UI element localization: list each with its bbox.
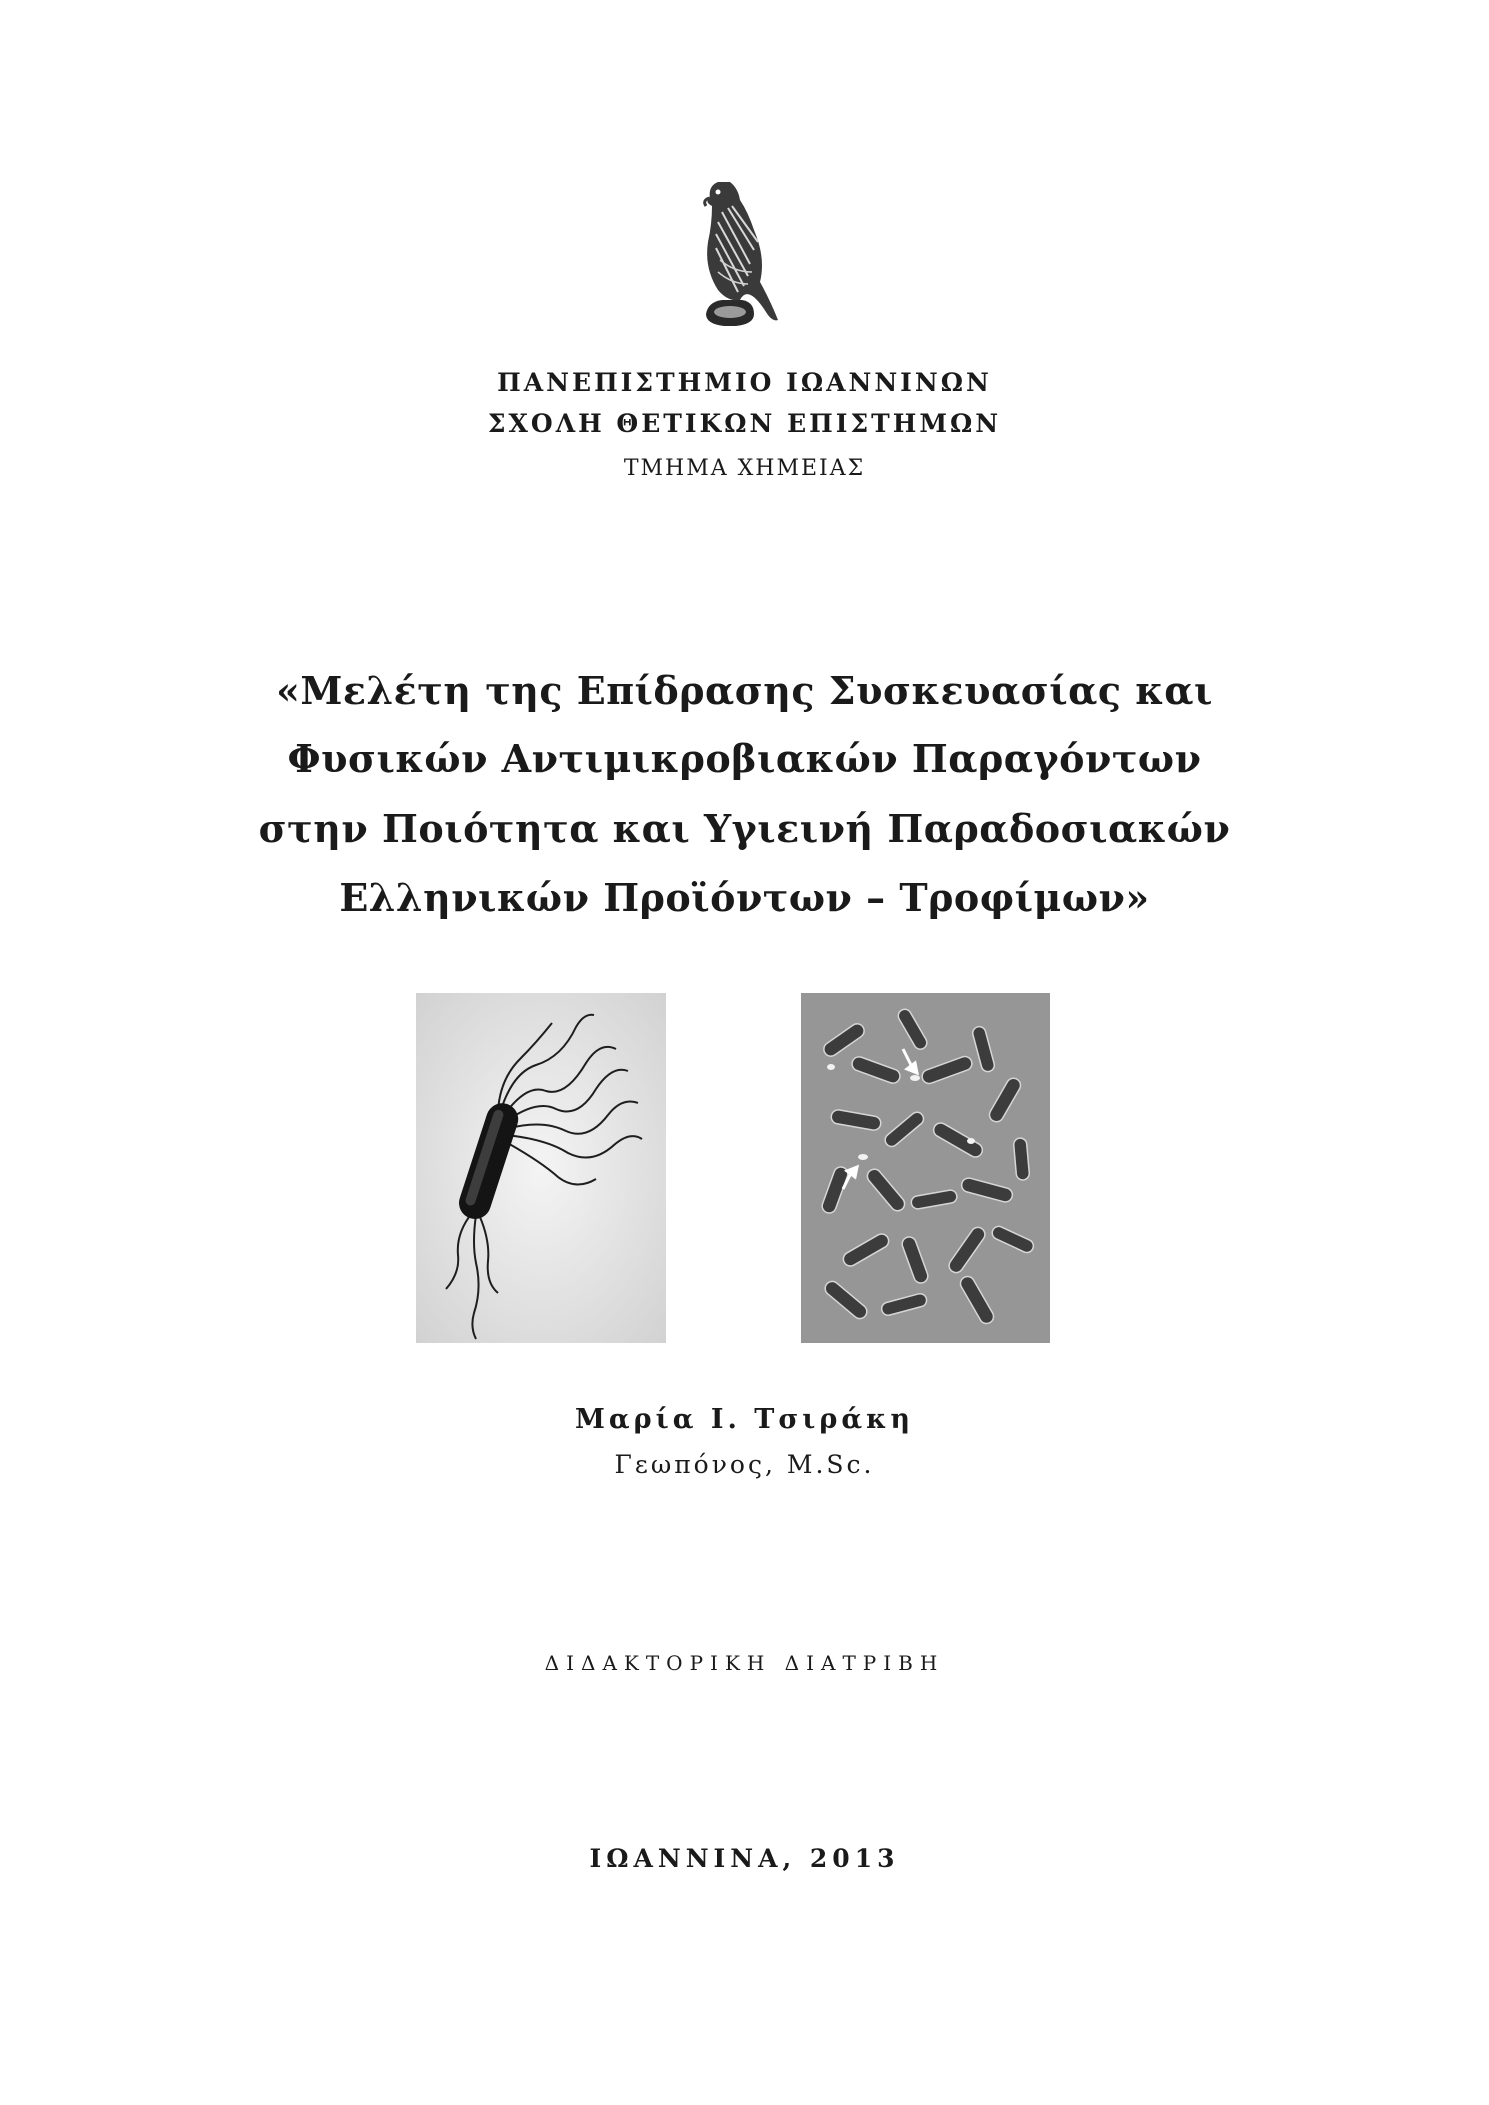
author-name: Μαρία Ι. Τσιράκη — [575, 1404, 914, 1435]
rod-shaped-bacteria-micrograph-icon — [801, 993, 1050, 1343]
university-name: ΠΑΝΕΠΙΣΤΗΜΙΟ ΙΩΑΝΝΙΝΩΝ — [497, 368, 992, 397]
place-year: ΙΩΑΝΝΙΝΑ, 2013 — [589, 1844, 900, 1873]
owl-emblem-icon — [688, 172, 784, 332]
title-line-4: Ελληνικών Προϊόντων – Τροφίμων» — [339, 875, 1150, 920]
school-name: ΣΧΟΛΗ ΘΕΤΙΚΩΝ ΕΠΙΣΤΗΜΩΝ — [487, 409, 1002, 438]
author-degree: Γεωπόνος, M.Sc. — [614, 1450, 875, 1479]
document-type: ΔΙΔΑΚΤΟΡΙΚΗ ΔΙΑΤΡΙΒΗ — [544, 1651, 945, 1675]
flagellated-bacterium-micrograph-icon — [416, 993, 666, 1343]
title-line-2: Φυσικών Αντιμικροβιακών Παραγόντων — [287, 736, 1202, 781]
title-line-1: «Μελέτη της Επίδρασης Συσκευασίας και — [276, 668, 1213, 713]
department-name: ΤΜΗΜΑ ΧΗΜΕΙΑΣ — [623, 456, 866, 481]
title-line-3: στην Ποιότητα και Υγιεινή Παραδοσιακών — [258, 806, 1231, 851]
